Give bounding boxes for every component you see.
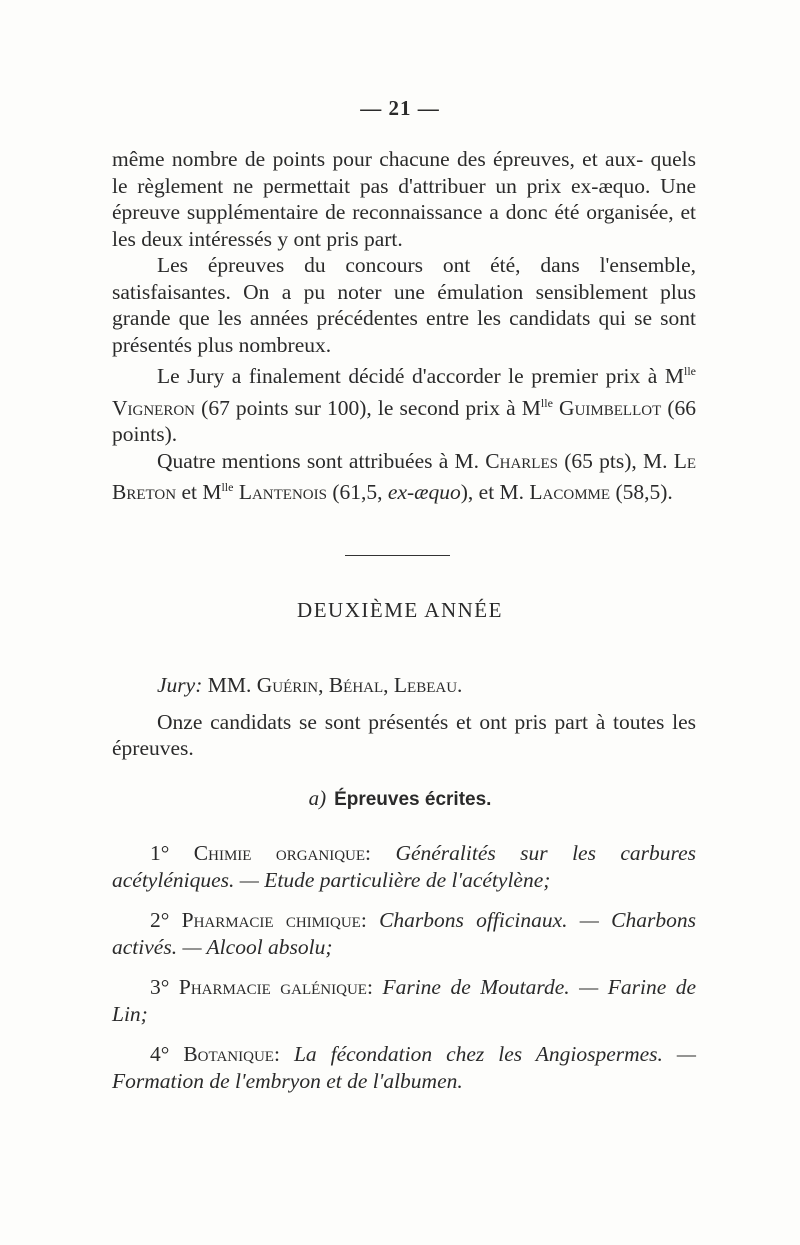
jury-label: Jury: (157, 673, 203, 697)
mentions-exaequo: ex-æquo (387, 480, 461, 505)
jury-line (112, 672, 696, 699)
mentions-text-4: (61,5, (332, 480, 383, 505)
name-guimbellot: Guimbellot (559, 395, 662, 420)
exam-item (112, 907, 696, 960)
mentions-text-3: et M (181, 480, 222, 505)
exam-topic: Farine de Moutarde. — Farine de Lin; (112, 975, 697, 1026)
paragraph-mentions (112, 448, 696, 506)
prizes-text-1: Le Jury a finalement décidé d'accorder le premier prix à M (157, 364, 684, 389)
exam-colon: : (366, 975, 373, 999)
name-vigneron: Vigneron (112, 395, 196, 420)
exam-number: 2° (150, 908, 170, 932)
mentions-text-6: (58,5). (615, 480, 673, 505)
mentions-sup: lle (221, 480, 234, 495)
continuation-line-1: même nombre de points pour chacune des épreuves, et aux- (112, 147, 644, 171)
exam-colon: : (360, 908, 367, 932)
mentions-text-2: (65 pts), M. (564, 448, 668, 473)
exam-list (112, 840, 696, 1094)
exam-topic: Généralités sur les carbures acétyléniques. — Etude particulière de l'acétylène; (112, 841, 697, 892)
prizes-sup-2: lle (540, 395, 553, 410)
continuation-line-4: donc été organisée, et les deux intéressés y ont pris part. (112, 200, 697, 251)
exam-topic: La fécondation chez les Angiospermes. — Formation de l'embryon et de l'albumen. (112, 1042, 697, 1093)
exam-number: 1° (150, 841, 170, 865)
subsection-title: Épreuves écrites. (334, 789, 492, 810)
name-lantenois: Lantenois (238, 480, 327, 505)
name-charles: Charles (485, 448, 558, 473)
exam-colon: : (273, 1042, 280, 1066)
subsection-heading (0, 786, 800, 811)
name-lacomme: Lacomme (529, 480, 611, 505)
name-le-breton: Le Breton (112, 448, 697, 505)
subsection-label: a) (308, 786, 327, 810)
second-section (112, 672, 696, 762)
paragraph-evaluation: Les épreuves du concours ont été, dans l'ensemble, satisfaisantes. On a pu noter une émulation sensiblement plus grande que les années précédentes entre les candidats qui se sont présentés plus nombreux. (112, 253, 696, 357)
paragraph-continuation (112, 146, 696, 252)
paragraph-candidates: Onze candidats se sont présentés et ont pris part à toutes les épreuves. (112, 709, 696, 760)
section-divider (345, 555, 450, 556)
exam-number: 3° (150, 975, 170, 999)
exam-colon: : (365, 841, 372, 865)
first-section (112, 146, 696, 506)
page-number: — 21 — (360, 96, 440, 120)
continuation-line-3: ex-æquo. Une épreuve supplémentaire de reconnaissance a (112, 173, 696, 224)
prizes-text-2: (67 points sur 100), le second prix à M (201, 395, 541, 420)
exam-topic: Charbons officinaux. — Charbons activés. — Alcool absolu; (112, 908, 697, 959)
mentions-text-1: Quatre mentions sont attribuées à M. (157, 448, 480, 473)
jury-mm: MM. (207, 673, 252, 697)
prizes-text-3: (66 points). (112, 395, 697, 447)
exam-subject: Pharmacie chimique (181, 908, 361, 932)
exam-subject: Botanique (183, 1042, 274, 1066)
mentions-text-5: ), et M. (460, 480, 525, 505)
paragraph-prizes (112, 358, 696, 448)
exam-item (112, 1041, 696, 1094)
prizes-sup-1: lle (684, 364, 696, 378)
section-heading: DEUXIÈME ANNÉE (297, 598, 503, 622)
continuation-line-2: quels le règlement ne permettait pas d'attribuer un prix (112, 147, 696, 198)
exam-subject: Pharmacie galénique (178, 975, 367, 999)
jury-members: Guérin, Béhal, Lebeau. (256, 673, 463, 697)
exam-item (112, 974, 696, 1027)
exam-item (112, 840, 696, 893)
exam-number: 4° (150, 1042, 170, 1066)
exam-subject: Chimie organique (193, 841, 366, 865)
